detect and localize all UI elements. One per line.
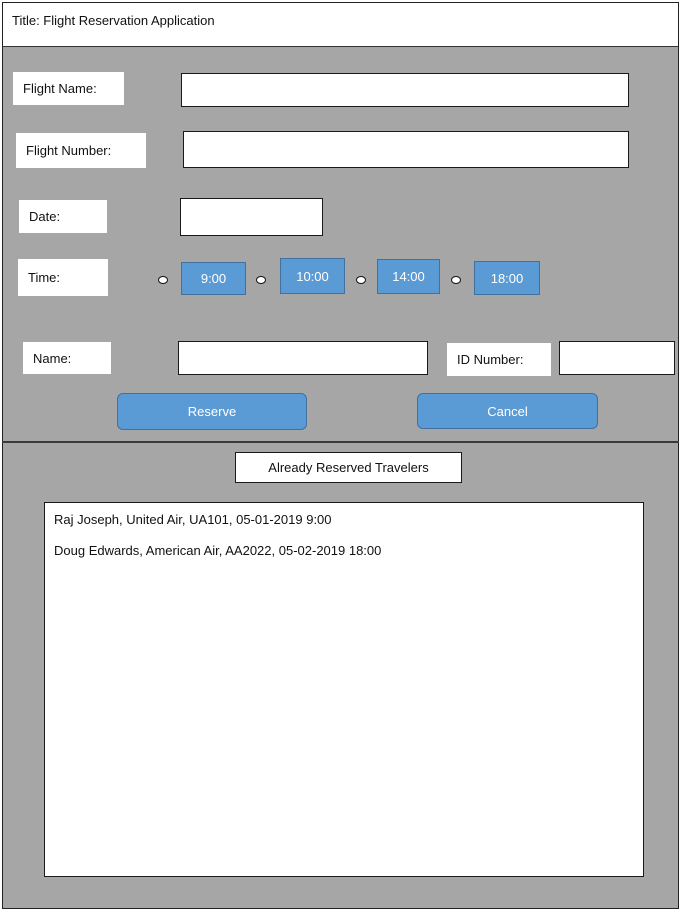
flight-number-label: Flight Number: (16, 133, 146, 168)
reserve-button[interactable]: Reserve (117, 393, 307, 430)
id-number-label: ID Number: (447, 343, 551, 376)
flight-number-input[interactable] (183, 131, 629, 168)
list-item[interactable]: Raj Joseph, United Air, UA101, 05-01-2019 9:00 (54, 512, 332, 527)
title-bar (2, 2, 679, 47)
time-radio-1800[interactable] (451, 276, 461, 284)
flight-name-input[interactable] (181, 73, 629, 107)
cancel-button[interactable]: Cancel (417, 393, 598, 429)
name-input[interactable] (178, 341, 428, 375)
name-label: Name: (23, 342, 111, 374)
date-input[interactable] (180, 198, 323, 236)
flight-name-label: Flight Name: (13, 72, 124, 105)
list-item[interactable]: Doug Edwards, American Air, AA2022, 05-02-2019 18:00 (54, 543, 382, 558)
date-label: Date: (19, 200, 107, 233)
time-option-1800[interactable]: 18:00 (474, 261, 540, 295)
time-option-1000[interactable]: 10:00 (280, 258, 345, 294)
section-divider (2, 441, 679, 443)
time-radio-1000[interactable] (256, 276, 266, 284)
app-title: Title: Flight Reservation Application (12, 13, 215, 28)
time-radio-1400[interactable] (356, 276, 366, 284)
reserved-travelers-list[interactable] (44, 502, 644, 877)
reserved-travelers-heading: Already Reserved Travelers (235, 452, 462, 483)
time-option-0900[interactable]: 9:00 (181, 262, 246, 295)
time-label: Time: (18, 259, 108, 296)
id-number-input[interactable] (559, 341, 675, 375)
time-radio-0900[interactable] (158, 276, 168, 284)
time-option-1400[interactable]: 14:00 (377, 259, 440, 294)
